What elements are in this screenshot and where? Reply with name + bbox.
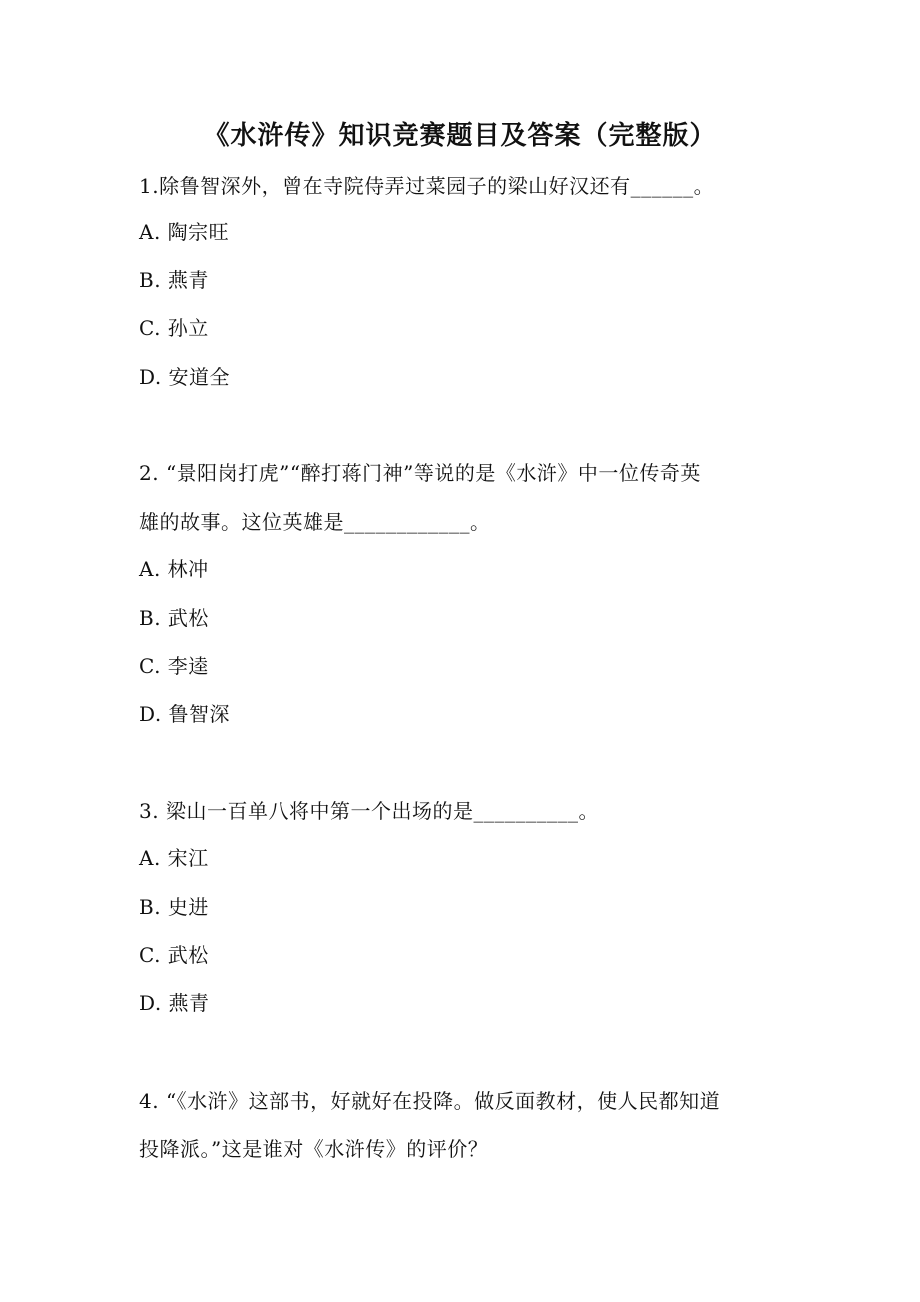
- question-3-option-b: B. 史进: [139, 895, 209, 919]
- question-4-text-line-1: 4. “《水浒》这部书，好就好在投降。做反面教材，使人民都知道: [139, 1089, 721, 1113]
- question-3-option-c: C. 武松: [139, 943, 209, 967]
- question-1-text-line-1: 1.除鲁智深外，曾在寺院侍弄过菜园子的梁山好汉还有______。: [139, 174, 715, 198]
- question-2-option-c: C. 李逵: [139, 654, 209, 678]
- question-3-text-line-1: 3. 梁山一百单八将中第一个出场的是__________。: [139, 799, 599, 823]
- question-1-option-b: B. 燕青: [139, 268, 209, 292]
- question-2-option-d: D. 鲁智深: [139, 702, 231, 726]
- question-3-option-d: D. 燕青: [139, 991, 210, 1015]
- question-2-option-a: A. 林冲: [139, 557, 209, 581]
- question-1-option-d: D. 安道全: [139, 365, 231, 389]
- question-1-option-c: C. 孙立: [139, 316, 209, 340]
- question-3-option-a: A. 宋江: [139, 846, 209, 870]
- question-1-option-a: A. 陶宗旺: [139, 220, 230, 244]
- question-4-text-line-2: 投降派。”这是谁对《水浒传》的评价？: [139, 1137, 489, 1161]
- document-title: 《水浒传》知识竞赛题目及答案（完整版）: [203, 121, 717, 151]
- question-2-option-b: B. 武松: [139, 606, 209, 630]
- question-2-text-line-2: 雄的故事。这位英雄是____________。: [139, 510, 491, 534]
- question-2-text-line-1: 2. “景阳岗打虎”“醉打蒋门神”等说的是《水浒》中一位传奇英: [139, 461, 701, 485]
